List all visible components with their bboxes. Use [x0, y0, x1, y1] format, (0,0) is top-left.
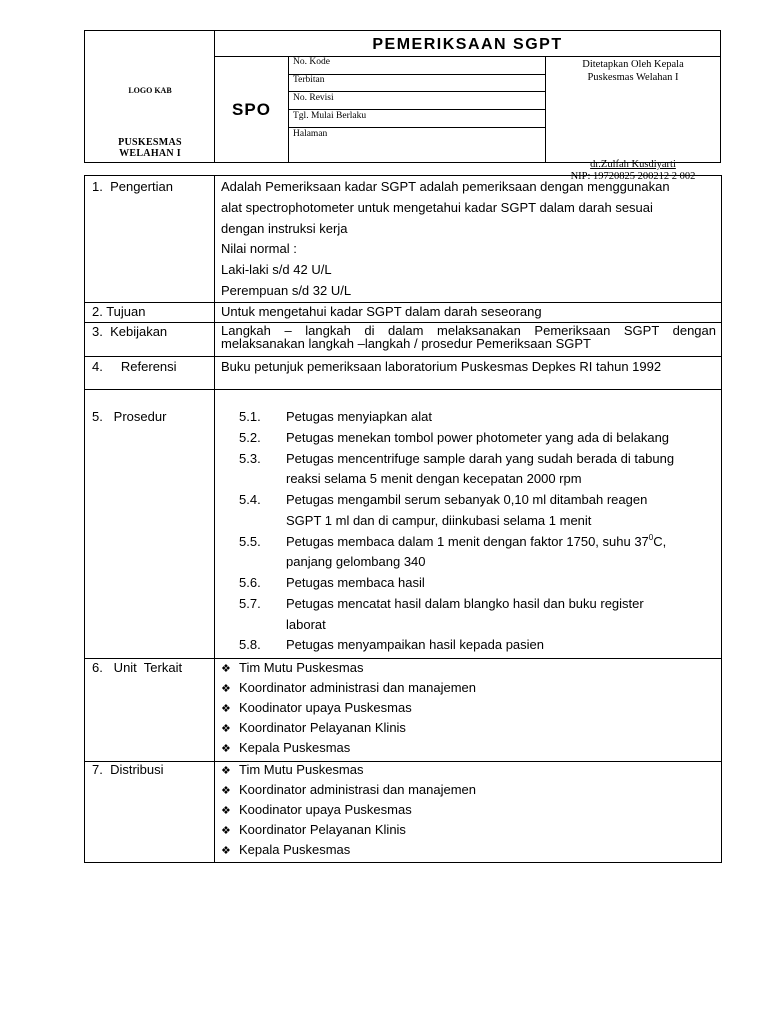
diamond-bullet-icon: ❖ [221, 825, 231, 837]
signer-name: dr.Zulfah Kusdiyarti [590, 159, 676, 170]
label-pengertian: 1. Pengertian [92, 179, 173, 194]
row-divider [85, 389, 721, 390]
row-divider [85, 761, 721, 762]
field-tgl-mulai-berlaku: Tgl. Mulai Berlaku [293, 111, 367, 121]
row-divider [85, 356, 721, 357]
diamond-bullet-icon: ❖ [221, 683, 231, 695]
document-type: SPO [215, 57, 289, 162]
step-number: 5.7. [239, 596, 261, 611]
step-number: 5.2. [239, 430, 261, 445]
list-item-text: Koordinator Pelayanan Klinis [239, 822, 406, 837]
list-item [221, 762, 364, 779]
step-text: laborat [286, 617, 326, 632]
step-number: 5.6. [239, 575, 261, 590]
diamond-bullet-icon: ❖ [221, 743, 231, 755]
list-item [221, 660, 364, 677]
list-item [221, 782, 476, 799]
diamond-bullet-icon: ❖ [221, 785, 231, 797]
step-text: Petugas menyampaikan hasil kepada pasien [286, 637, 545, 652]
step-text: reaksi selama 5 menit dengan kecepatan 2000 rpm [286, 471, 582, 486]
list-item-text: Tim Mutu Puskesmas [239, 660, 364, 675]
list-item-text: Koordinator administrasi dan manajemen [239, 680, 477, 695]
pengertian-line: Nilai normal : [221, 241, 297, 256]
step-text: panjang gelombang 340 [286, 554, 426, 569]
label-referensi: 4. Referensi [92, 359, 177, 374]
field-divider [289, 109, 545, 110]
list-item [221, 700, 412, 717]
pengertian-line: dengan instruksi kerja [221, 221, 348, 236]
field-halaman: Halaman [293, 129, 328, 139]
diamond-bullet-icon: ❖ [221, 845, 231, 857]
label-tujuan: 2. Tujuan [92, 304, 146, 319]
approval-block [546, 57, 720, 182]
step-number: 5.1. [239, 409, 261, 424]
approval-line1: Ditetapkan Oleh Kepala [582, 59, 684, 70]
row-divider [85, 658, 721, 659]
document-title: PEMERIKSAAN SGPT [215, 31, 720, 57]
diamond-bullet-icon: ❖ [221, 765, 231, 777]
step-text: Petugas membaca hasil [286, 575, 425, 590]
list-item [221, 720, 406, 737]
logo-placeholder: LOGO KAB [128, 86, 172, 95]
list-item-text: Koodinator upaya Puskesmas [239, 700, 412, 715]
step-text [286, 534, 666, 549]
approval-line2: Puskesmas Welahan I [587, 72, 679, 83]
label-prosedur: 5. Prosedur [92, 409, 167, 424]
list-item-text: Tim Mutu Puskesmas [239, 762, 364, 777]
kebijakan-line: Langkah – langkah di dalam melaksanakan Pemeriksaan SGPT dengan [221, 323, 716, 338]
organization-name-line1: PUSKESMAS [118, 137, 182, 148]
diamond-bullet-icon: ❖ [221, 805, 231, 817]
step-text: Petugas mencentrifuge sample darah yang sudah berada di tabung [286, 451, 675, 466]
list-item-text: Koodinator upaya Puskesmas [239, 802, 412, 817]
superscript: 0 [648, 533, 654, 542]
step-number: 5.8. [239, 637, 261, 652]
label-kebijakan: 3. Kebijakan [92, 324, 168, 339]
step-number: 5.4. [239, 492, 261, 507]
field-divider [289, 127, 545, 128]
step-text: Petugas menyiapkan alat [286, 409, 432, 424]
step-text-part: Petugas membaca dalam 1 menit dengan faktor 1750, suhu 37 [286, 534, 649, 549]
label-unit-terkait: 6. Unit Terkait [92, 660, 183, 675]
document-fields [289, 57, 546, 162]
logo-column [85, 31, 215, 162]
list-item-text: Koordinator administrasi dan manajemen [239, 782, 477, 797]
step-text: Petugas mencatat hasil dalam blangko hasil dan buku register [286, 596, 644, 611]
pengertian-line: Perempuan s/d 32 U/L [221, 283, 352, 298]
list-item-text: Kepala Puskesmas [239, 842, 351, 857]
tujuan-text: Untuk mengetahui kadar SGPT dalam darah seseorang [221, 304, 542, 319]
kebijakan-line: melaksanakan langkah –langkah / prosedur Pemeriksaan SGPT [221, 336, 591, 351]
list-item [221, 842, 350, 859]
field-no-revisi: No. Revisi [293, 93, 334, 103]
organization-name-line2: WELAHAN I [119, 148, 181, 159]
pengertian-line: alat spectrophotometer untuk mengetahui kadar SGPT dalam darah sesuai [221, 200, 653, 215]
diamond-bullet-icon: ❖ [221, 723, 231, 735]
list-item [221, 822, 406, 839]
step-text-part: C, [653, 534, 667, 549]
row-divider [85, 302, 721, 303]
list-item [221, 802, 412, 819]
approval-text [546, 58, 720, 84]
diamond-bullet-icon: ❖ [221, 663, 231, 675]
referensi-text: Buku petunjuk pemeriksaan laboratorium Puskesmas Depkes RI tahun 1992 [221, 359, 662, 374]
list-item-text: Kepala Puskesmas [239, 740, 351, 755]
column-divider [214, 176, 215, 862]
field-divider [289, 91, 545, 92]
sop-table [84, 175, 722, 863]
pengertian-line: Laki-laki s/d 42 U/L [221, 262, 332, 277]
list-item [221, 740, 350, 757]
list-item-text: Koordinator Pelayanan Klinis [239, 720, 406, 735]
field-no-kode: No. Kode [293, 57, 330, 67]
document-header [84, 30, 721, 182]
step-number: 5.3. [239, 451, 261, 466]
step-text: Petugas menekan tombol power photometer yang ada di belakang [286, 430, 670, 445]
step-text: Petugas mengambil serum sebanyak 0,10 ml ditambah reagen [286, 492, 648, 507]
field-terbitan: Terbitan [293, 75, 325, 85]
label-distribusi: 7. Distribusi [92, 762, 164, 777]
pengertian-line: Adalah Pemeriksaan kadar SGPT adalah pemeriksaan dengan menggunakan [221, 179, 670, 194]
organization-name [85, 137, 215, 159]
signer-nip: NIP: 19720825 200212 2 002 [570, 171, 696, 182]
step-number: 5.5. [239, 534, 261, 549]
list-item [221, 680, 476, 697]
step-text: SGPT 1 ml dan di campur, diinkubasi selama 1 menit [286, 513, 592, 528]
diamond-bullet-icon: ❖ [221, 703, 231, 715]
